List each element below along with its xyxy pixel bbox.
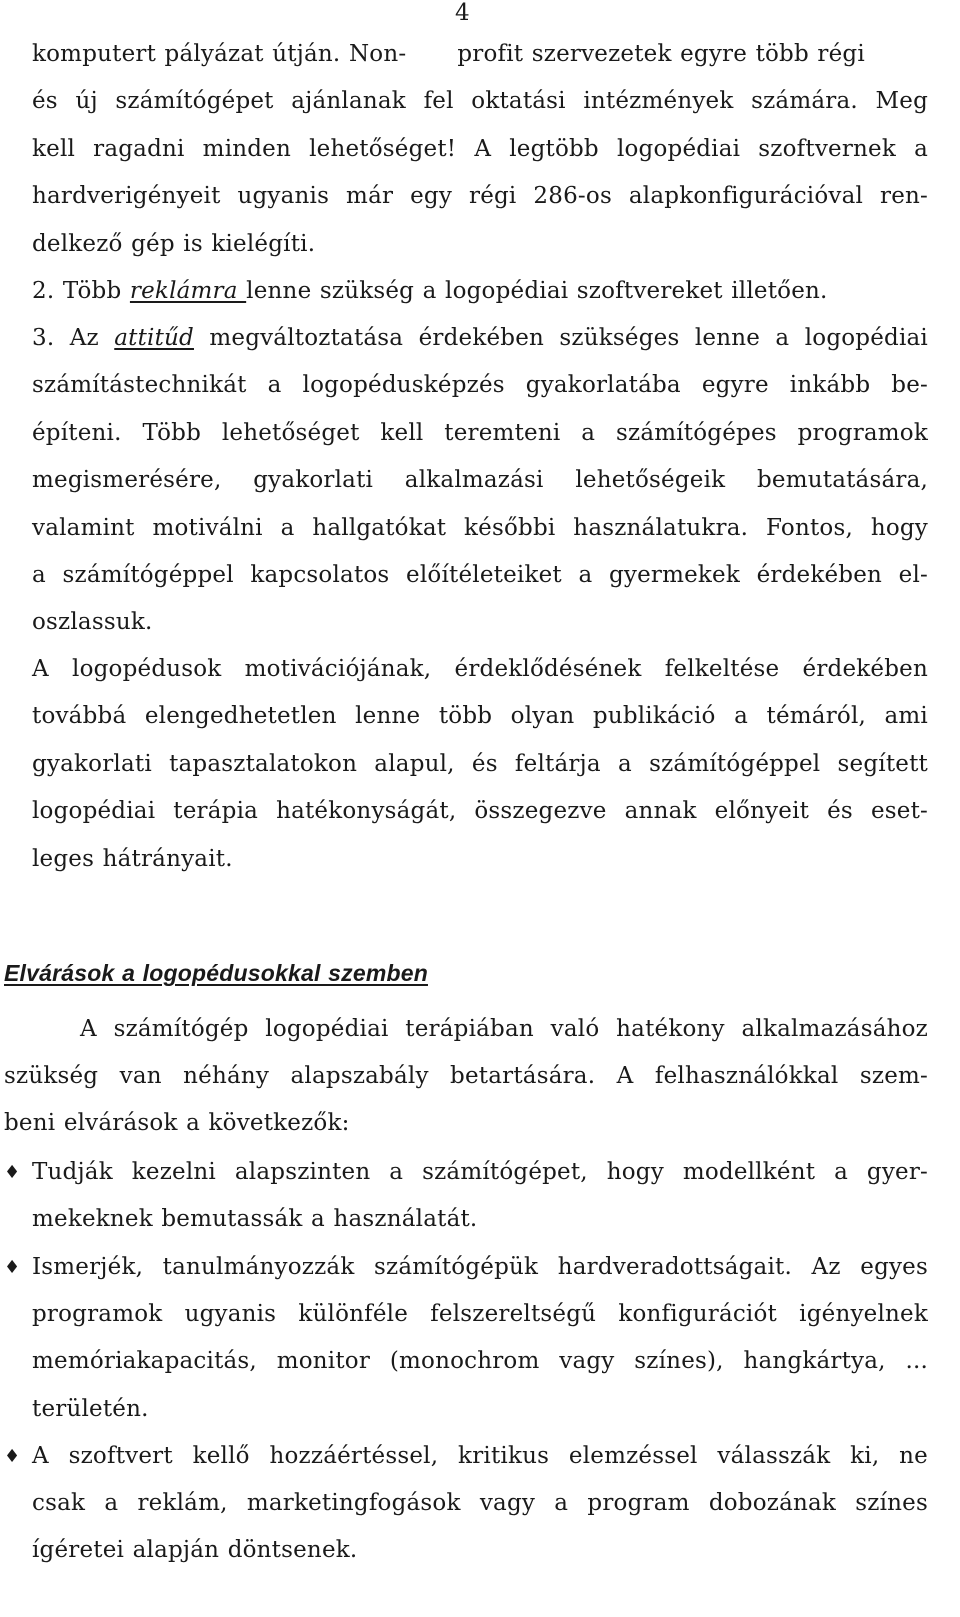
text-line: programok ugyanis különféle felszereltségű konfigurációt igényelnek	[32, 1301, 928, 1328]
bullet-item	[4, 1149, 928, 1243]
text-line: A logopédusok motivációjának, érdeklődésének felkeltése érdekében	[32, 656, 928, 682]
paragraph-intro	[32, 31, 928, 268]
emphasis-reklamra: reklámra	[129, 278, 247, 304]
paragraph-motivation	[32, 646, 928, 883]
text-line: delkező gép is kielégíti.	[32, 230, 316, 257]
text-line: Ismerjék, tanulmányozzák számítógépük hardveradottságait. Az egyes	[32, 1254, 928, 1280]
list-item-2	[32, 268, 928, 315]
text-line: területén.	[32, 1395, 149, 1422]
text-line: valamint motiválni a hallgatókat későbbi használatukra. Fontos, hogy	[32, 514, 928, 541]
text-line: és új számítógépet ajánlanak fel oktatási intézmények számára. Meg	[32, 88, 928, 115]
text-line: gyakorlati tapasztalatokon alapul, és feltárja a számítógéppel segített	[32, 750, 928, 777]
page-number: 4	[455, 0, 470, 26]
text-line: beni elvárások a következők:	[4, 1110, 350, 1136]
diamond-bullet-icon: ♦	[4, 1162, 21, 1183]
diamond-bullet-icon: ♦	[4, 1446, 21, 1467]
paragraph-requirements-intro	[4, 1006, 928, 1147]
text-line: A számítógép logopédiai terápiában való hatékony alkalmazásához	[80, 1016, 928, 1042]
bullet-item	[4, 1244, 928, 1433]
text-line: A szoftvert kellő hozzáértéssel, kritikus elemzéssel válasszák ki, ne	[32, 1443, 928, 1469]
text-line: szükség van néhány alapszabály betartására. A felhasználókkal szem-	[4, 1063, 928, 1089]
text-line: csak a reklám, marketingfogások vagy a program dobozának színes	[32, 1490, 928, 1517]
section-heading: Elvárások a logopédusokkal szemben	[4, 960, 428, 986]
text-line: komputert pályázat útján. Non- profit szervezetek egyre több régi	[32, 41, 865, 67]
bullet-item	[4, 1433, 928, 1575]
text-line: 2. Több reklámra lenne szükség a logopédiai szoftvereket illetően.	[32, 278, 828, 304]
text-line: 3. Az attitűd megváltoztatása érdekében szükséges lenne a logopédiai	[32, 325, 928, 351]
text-line: Tudják kezelni alapszinten a számítógépet, hogy modellként a gyer-	[32, 1159, 928, 1185]
text-line: oszlassuk.	[32, 609, 153, 636]
text-line: ígéretei alapján döntsenek.	[32, 1537, 358, 1564]
text-line: leges hátrányait.	[32, 845, 233, 872]
text-line: számítástechnikát a logopédusképzés gyakorlatába egyre inkább be-	[32, 372, 928, 399]
text-line: kell ragadni minden lehetőséget! A legtöbb logopédiai szoftvernek a	[32, 135, 928, 162]
list-item-3	[32, 315, 928, 647]
text-line: logopédiai terápia hatékonyságát, összegezve annak előnyeit és eset-	[32, 798, 928, 825]
text-line: mekeknek bemutassák a használatát.	[32, 1206, 478, 1233]
diamond-bullet-icon: ♦	[4, 1257, 21, 1278]
text-line: hardverigényeit ugyanis már egy régi 286-os alapkonfigurációval ren-	[32, 183, 928, 210]
text-line: megismerésére, gyakorlati alkalmazási lehetőségeik bemutatására,	[32, 467, 928, 494]
text-line: továbbá elengedhetetlen lenne több olyan publikáció a témáról, ami	[32, 703, 928, 730]
emphasis-attitud: attitűd	[114, 325, 194, 351]
text-line: memóriakapacitás, monitor (monochrom vagy színes), hangkártya, ...	[32, 1348, 928, 1375]
text-line: építeni. Több lehetőséget kell teremteni a számítógépes programok	[32, 419, 928, 446]
text-line: a számítógéppel kapcsolatos előítéleteiket a gyermekek érdekében el-	[32, 562, 928, 589]
